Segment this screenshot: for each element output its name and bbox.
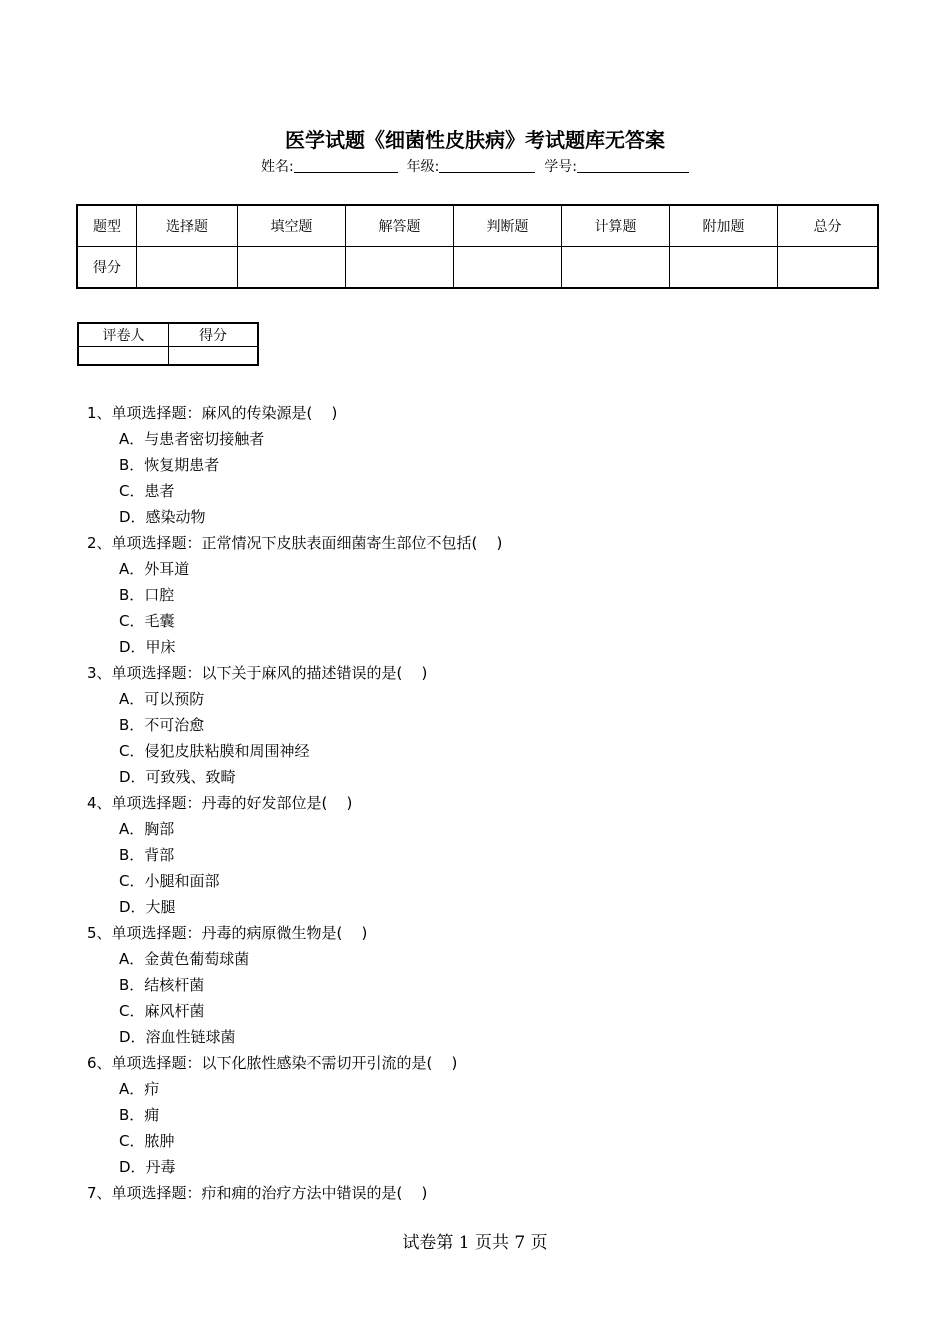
answer-option[interactable]: D．感染动物 — [119, 508, 206, 526]
question-text: 2、单项选择题：正常情况下皮肤表面细菌寄生部位不包括( ) — [87, 534, 503, 552]
answer-option[interactable]: C．小腿和面部 — [119, 872, 220, 890]
grade-label: 年级: — [406, 159, 440, 175]
answer-option[interactable]: A．疖 — [119, 1080, 160, 1098]
answer-option[interactable]: A．金黄色葡萄球菌 — [119, 950, 250, 968]
question-text: 1、单项选择题：麻风的传染源是( ) — [87, 404, 338, 422]
answer-option[interactable]: B．不可治愈 — [119, 716, 205, 734]
student-info — [0, 156, 950, 176]
score-table — [76, 204, 879, 289]
grader-table — [77, 322, 259, 366]
page-footer: 试卷第 1 页共 7 页 — [402, 1233, 548, 1253]
answer-option[interactable]: D．溶血性链球菌 — [119, 1028, 236, 1046]
question-text: 7、单项选择题：疖和痈的治疗方法中错误的是( ) — [87, 1184, 428, 1202]
grader-table-header-row — [78, 323, 258, 347]
column-header: 判断题 — [454, 205, 562, 247]
answer-option[interactable]: B．口腔 — [119, 586, 175, 604]
score-cell[interactable] — [238, 247, 346, 289]
score-cell[interactable] — [778, 247, 879, 289]
grader-score-label: 得分 — [169, 323, 259, 347]
answer-option[interactable]: D．大腿 — [119, 898, 176, 916]
row-header-type: 题型 — [77, 205, 137, 247]
column-header: 选择题 — [137, 205, 238, 247]
answer-option[interactable]: D．可致残、致畸 — [119, 768, 236, 786]
score-cell[interactable] — [562, 247, 670, 289]
answer-option[interactable]: D．丹毒 — [119, 1158, 176, 1176]
score-cell[interactable] — [137, 247, 238, 289]
answer-option[interactable]: D．甲床 — [119, 638, 176, 656]
name-label: 姓名: — [261, 159, 294, 175]
question-text: 6、单项选择题：以下化脓性感染不需切开引流的是( ) — [87, 1054, 458, 1072]
question-text: 5、单项选择题：丹毒的病原微生物是( ) — [87, 924, 368, 942]
answer-option[interactable]: C．麻风杆菌 — [119, 1002, 205, 1020]
answer-option[interactable]: A．外耳道 — [119, 560, 190, 578]
column-header: 计算题 — [562, 205, 670, 247]
name-blank[interactable] — [294, 158, 398, 173]
answer-option[interactable]: C．侵犯皮肤粘膜和周围神经 — [119, 742, 310, 760]
score-cell[interactable] — [454, 247, 562, 289]
answer-option[interactable]: A．可以预防 — [119, 690, 205, 708]
grader-table-input-row — [78, 347, 258, 366]
answer-option[interactable]: B．恢复期患者 — [119, 456, 220, 474]
exam-title: 医学试题《细菌性皮肤病》考试题库无答案 — [285, 128, 665, 152]
column-header: 总分 — [778, 205, 879, 247]
answer-option[interactable]: C．脓肿 — [119, 1132, 175, 1150]
answer-option[interactable]: B．背部 — [119, 846, 175, 864]
question-list — [87, 400, 502, 1206]
student-id-label: 学号: — [544, 159, 577, 175]
answer-option[interactable]: C．毛囊 — [119, 612, 175, 630]
row-header-score: 得分 — [77, 247, 137, 289]
question-text: 4、单项选择题：丹毒的好发部位是( ) — [87, 794, 353, 812]
score-cell[interactable] — [670, 247, 778, 289]
question-text: 3、单项选择题：以下关于麻风的描述错误的是( ) — [87, 664, 428, 682]
grader-score-cell[interactable] — [169, 347, 259, 366]
answer-option[interactable]: C．患者 — [119, 482, 175, 500]
column-header: 填空题 — [238, 205, 346, 247]
student-id-blank[interactable] — [577, 158, 689, 173]
grader-cell[interactable] — [78, 347, 169, 366]
grader-label: 评卷人 — [78, 323, 169, 347]
column-header: 附加题 — [670, 205, 778, 247]
column-header: 解答题 — [346, 205, 454, 247]
score-table-header-row — [77, 205, 878, 247]
answer-option[interactable]: A．与患者密切接触者 — [119, 430, 265, 448]
grade-blank[interactable] — [439, 158, 535, 173]
score-cell[interactable] — [346, 247, 454, 289]
answer-option[interactable]: B．结核杆菌 — [119, 976, 205, 994]
answer-option[interactable]: A．胸部 — [119, 820, 175, 838]
answer-option[interactable]: B．痈 — [119, 1106, 160, 1124]
score-table-score-row — [77, 247, 878, 289]
